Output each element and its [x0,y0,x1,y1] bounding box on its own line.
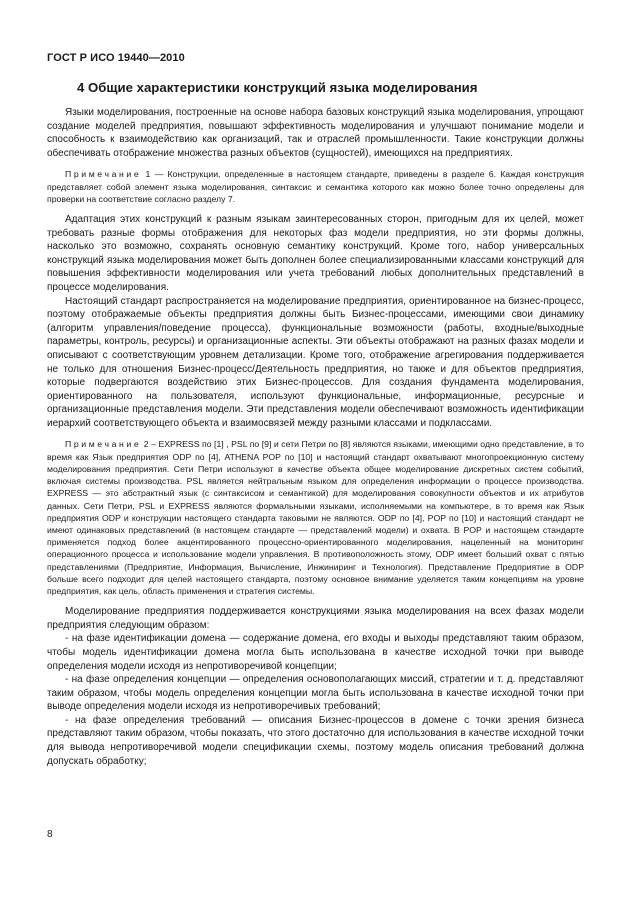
note-1-label: Примечание [65,169,142,180]
paragraph-intro: Языки моделирования, построенные на основе набора базовых конструкций языка моделирования, упрощают создание моделей предприятия, повышают эффективность моделирования и улучшают понимание модели и способность к взаимодействию как организаций, так и отраслей промышленности. Такие конструкции должны обеспечивать отображение множества разных объектов (сущностей), имеющихся на предприятиях. [47,107,584,159]
list-item: - на фазе идентификации домена — содержание домена, его входы и выходы представляют таким образом, чтобы модель идентификации домена могла быть использована в качестве исходной точки при выводе определения модели исходя из непротиворечивой концепции; [47,633,584,672]
note-2 [47,438,584,597]
paragraph-adaptation: Адаптация этих конструкций к разным языкам заинтересованных сторон, пригодным для их целей, может требовать разные формы отображения для некоторых фаз модели предприятия, но эти формы должны, насколько это возможно, сохранять основную семантику конструкций. Кроме того, набор универсальных конструкций языка моделирования может быть дополнен более специализированными классами конструкций для повышения эффективности моделирования или учета требований любых дополнительных представлений в процессе моделирования. [47,213,584,293]
page-number: 8 [47,829,53,840]
section-title: 4 Общие характеристики конструкций языка моделирования [77,80,478,95]
list-item: - на фазе определения требований — описания Бизнес-процессов в домене с точки зрения бизнеса представляют таким образом, чтобы показать, что этого достаточно для использования в качестве исходной точки для вывода непротиворечивой модели спецификации схемы, поэтому модель описания требований должна допускать обработку; [47,714,584,767]
note-2-label: Примечание [65,439,142,450]
note-1 [47,168,584,205]
paragraph-phases: Моделирование предприятия поддерживается конструкциями языка моделирования на всех фазах модели предприятия следующим образом: [47,606,584,631]
note-2-text: 2 – EXPRESS по [1] , PSL по [9] и сети Петри по [8] являются языками, имеющими одно представление, в то время как Язык предприятия ODP по [4], ATHENA POP по [10] и настоящий стандарт охватывают многопроекционную систему моделирования предприятия. Сети Петри используют в качестве объекта общее моделирование дискретных систем событий, включая системы производства. PSL является нейтральным языком для определения информации о процессе производства. EXPRESS — это абстрактный язык (с синтаксисом и семантикой) для моделирования совокупности объектов и их атрибутов данных. Сети Петри, PSL и EXPRESS являются формальными языками, исполняемыми на компьютере, в то время как Язык предприятия ODP и конструкции настоящего стандарта таковыми не являются. ODP по [4], POP по [10] и настоящий стандарт не имеют одинаковых представлений (в настоящем стандарте — представлений модели) и охвата. В POP и настоящем стандарте применяется подход более акцентированного процессно-ориентированного моделирования, нацеленный на мониторинг операционного процесса и использование модели управления. В противоположность этому, ODP имеет больший охват с пятью представлениями (Предприятие, Информация, Вычисление, Инжиниринг и Технология). Представление Предприятие в ODP больше всего подходит для целей настоящего стандарта, поэтому основное внимание уделяется таким концепциям на уровне предприятия, как цель, область применения и стратегия системы. [47,439,584,596]
document-body [47,106,584,768]
list-item: - на фазе определения концепции — определения основополагающих миссий, стратегии и т. д. представляют таким образом, чтобы модель определения концепции могла быть использована в качестве исходной точки при выводе определения модели исходя из непротиворечивых требований; [47,674,584,713]
standard-header: ГОСТ Р ИСО 19440—2010 [47,52,185,64]
note-1-text: 1 — Конструкции, определенные в настоящем стандарте, приведены в разделе 6. Каждая конструкция представляет собой элемент языка моделирования, синтаксис и семантика которого как можно более точно определены для проверки на соответствие согласно разделу 7. [47,169,584,204]
paragraph-scope: Настоящий стандарт распространяется на моделирование предприятия, ориентированное на бизнес-процесс, поэтому отображаемые объекты предприятия должны быть Бизнес-процессами, имеющими свои динамику (алгоритм управления/поведение процесса), функциональные возможности (работы, входные/выходные параметры, контроль, ресурсы) и организационные аспекты. Эти объекты отображают на разных фазах модели и описывают с соответствующим уровнем детализации. Кроме того, отображение агрегирования поддерживается не только для отношения Бизнес-процесс/Деятельность предприятия, но также и для объектов предприятия, которые подвергаются воздействию этих Бизнес-процессов. Для создания фундамента моделирования, ориентированного на пользователя, используют функциональные, информационные, ресурсные и организационные представления модели. Эти представления модели обеспечивают возможность идентификации иерархий соответствующего объекта и взаимосвязей между разными классами и подклассами. [47,295,584,429]
